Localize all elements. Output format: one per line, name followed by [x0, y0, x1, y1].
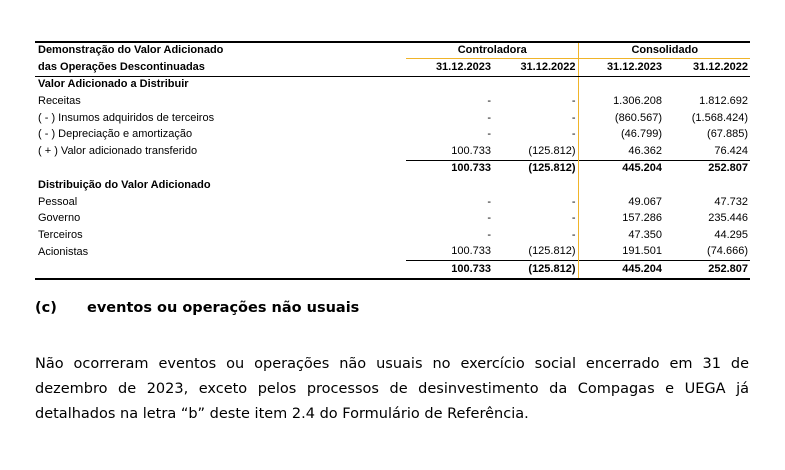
cell-consolidado-2022: 252.807 [664, 261, 750, 279]
row-label: Receitas [38, 94, 81, 107]
cell-consolidado-2023: 47.350 [628, 228, 662, 241]
cell-controladora-2022: (125.812) [493, 261, 578, 279]
cell-consolidado-2022: 47.732 [714, 195, 749, 208]
cell-controladora-2022: - [493, 126, 578, 143]
table-row [35, 244, 750, 261]
table-header-row-1 [35, 42, 750, 59]
date-header-controladora-2023: 31.12.2023 [406, 59, 493, 77]
cell-consolidado-2023: 49.067 [628, 195, 662, 208]
cell-consolidado-2022: (74.666) [707, 245, 749, 258]
cell-consolidado-2022: 1.812.692 [699, 94, 749, 107]
row-label: Pessoal [38, 195, 78, 208]
section-row [35, 76, 750, 93]
cell-controladora-2023 [406, 177, 493, 194]
date-header-consolidado-2023: 31.12.2023 [578, 59, 664, 77]
cell-controladora-2023: - [487, 195, 491, 208]
total-row [35, 261, 750, 279]
cell-consolidado-2023: 191.501 [622, 245, 662, 258]
row-label: ( + ) Valor adicionado transferido [38, 145, 198, 158]
table-title-line-1: Demonstração do Valor Adicionado [35, 42, 406, 59]
total-row [35, 160, 750, 177]
row-label: Terceiros [38, 228, 83, 241]
cell-consolidado-2022: (67.885) [707, 128, 749, 141]
cell-consolidado-2022: (1.568.424) [691, 111, 749, 124]
cell-controladora-2023: - [487, 212, 491, 225]
cell-consolidado-2023: (860.567) [614, 111, 662, 124]
table-row [35, 194, 750, 211]
cell-controladora-2023: 100.733 [406, 160, 493, 177]
cell-consolidado-2023: 1.306.208 [613, 94, 662, 107]
table-row [35, 210, 750, 227]
row-label [35, 160, 406, 177]
value-added-statement-table [35, 41, 750, 280]
cell-controladora-2023: 100.733 [451, 245, 491, 258]
cell-controladora-2022: - [493, 227, 578, 244]
row-label: Valor Adicionado a Distribuir [38, 78, 189, 91]
table-row [35, 110, 750, 127]
cell-controladora-2023: - [487, 111, 491, 124]
cell-consolidado-2023: 445.204 [578, 261, 664, 279]
cell-consolidado-2022: 44.295 [714, 228, 749, 241]
cell-consolidado-2022: 76.424 [714, 144, 749, 157]
cell-controladora-2022: (125.812) [493, 143, 578, 160]
row-label: ( - ) Insumos adquiridos de terceiros [38, 111, 215, 124]
cell-controladora-2022 [493, 76, 578, 93]
date-header-controladora-2022: 31.12.2022 [493, 59, 578, 77]
row-label: ( - ) Depreciação e amortização [38, 128, 193, 141]
section-c-heading [35, 300, 359, 316]
table-row [35, 126, 750, 143]
group-header-controladora: Controladora [406, 42, 578, 59]
cell-controladora-2022: - [493, 210, 578, 227]
table-header-row-2 [35, 59, 750, 77]
cell-controladora-2022: - [493, 194, 578, 211]
date-header-consolidado-2022: 31.12.2022 [664, 59, 750, 77]
cell-controladora-2023 [406, 76, 493, 93]
cell-consolidado-2023: 46.362 [628, 144, 662, 157]
cell-consolidado-2022 [664, 177, 750, 194]
table-row [35, 93, 750, 110]
cell-consolidado-2023: (46.799) [621, 128, 662, 141]
cell-controladora-2023: - [487, 128, 491, 141]
cell-consolidado-2022: 252.807 [664, 160, 750, 177]
cell-consolidado-2022: 235.446 [708, 212, 749, 225]
cell-consolidado-2023 [578, 177, 664, 194]
cell-consolidado-2023 [578, 76, 664, 93]
section-row [35, 177, 750, 194]
section-c-paragraph: Não ocorreram eventos ou operações não usuais no exercício social encerrado em 31 de dezembro de 2023, exceto pelos processos de desinvestimento da Compagas e UEGA já detalhados na letra “b” deste item 2.4 do Formulário de Referência. [35, 356, 749, 422]
row-label: Distribuição do Valor Adicionado [38, 178, 211, 191]
cell-controladora-2023: - [487, 228, 491, 241]
table-row [35, 227, 750, 244]
cell-controladora-2023: 100.733 [406, 261, 493, 279]
cell-controladora-2022: (125.812) [493, 244, 578, 261]
cell-controladora-2023: - [487, 94, 491, 107]
cell-controladora-2022: (125.812) [493, 160, 578, 177]
cell-controladora-2023: 100.733 [451, 144, 491, 157]
cell-consolidado-2022 [664, 76, 750, 93]
row-label: Governo [38, 212, 81, 225]
row-label: Acionistas [38, 245, 89, 258]
cell-consolidado-2023: 157.286 [622, 212, 662, 225]
group-header-consolidado: Consolidado [578, 42, 750, 59]
cell-controladora-2022 [493, 177, 578, 194]
cell-consolidado-2023: 445.204 [578, 160, 664, 177]
row-label [35, 261, 406, 279]
section-c-letter: (c) [35, 300, 57, 316]
table-title-line-2: das Operações Descontinuadas [35, 59, 406, 77]
cell-controladora-2022: - [493, 93, 578, 110]
table-row [35, 143, 750, 160]
cell-controladora-2022: - [493, 110, 578, 127]
section-c-title: eventos ou operações não usuais [87, 300, 360, 316]
